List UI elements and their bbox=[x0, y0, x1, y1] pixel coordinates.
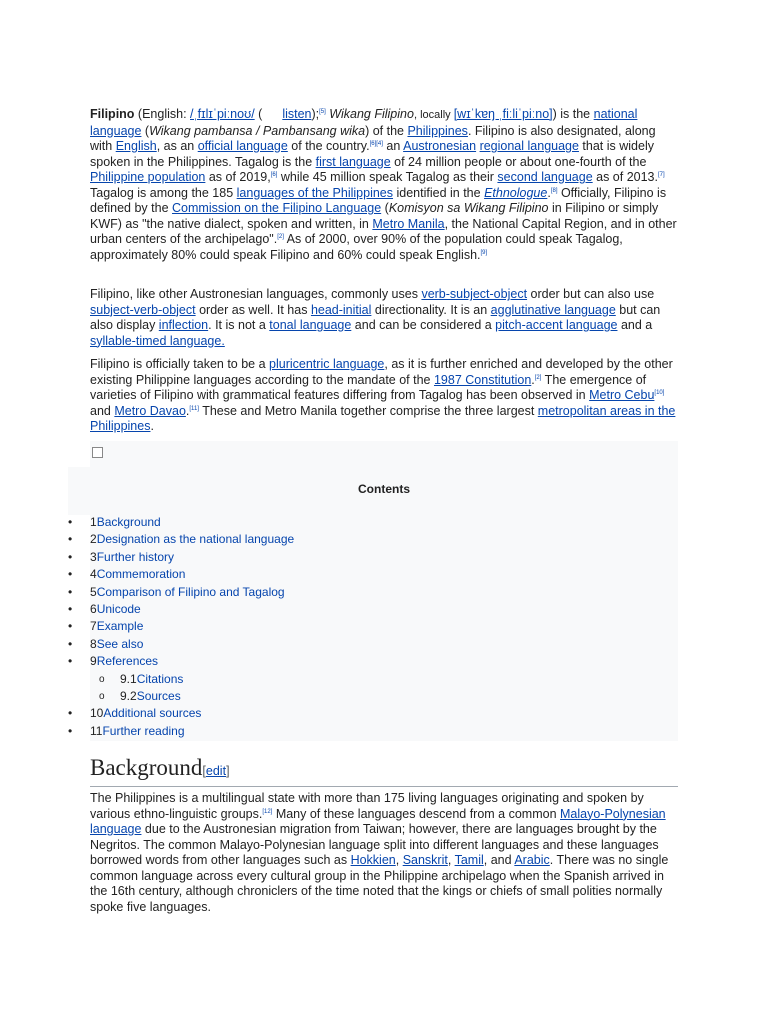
citation[interactable]: [8] bbox=[550, 187, 558, 194]
link-agglutinative[interactable]: agglutinative language bbox=[490, 302, 616, 317]
toc-label[interactable]: References bbox=[96, 654, 159, 669]
link-head-initial[interactable]: head-initial bbox=[310, 302, 372, 317]
toc-label[interactable]: Designation as the national language bbox=[96, 532, 295, 547]
text: As of 2000, over 90% of the population could speak Tagalog, approximately 80% could speak Filipino and 60% could speak English. bbox=[90, 232, 623, 262]
toc-item[interactable] bbox=[68, 549, 294, 566]
toc-number: 2 bbox=[90, 532, 97, 547]
link-svo[interactable]: subject-verb-object bbox=[90, 302, 196, 317]
citation[interactable]: [2] bbox=[534, 374, 542, 381]
text: order as well. It has bbox=[195, 302, 311, 317]
toc-item[interactable] bbox=[68, 705, 294, 722]
link-inflection[interactable]: inflection bbox=[158, 318, 209, 332]
text: Many of these languages descend from a common bbox=[272, 806, 561, 821]
citation[interactable]: [6][4] bbox=[369, 140, 383, 147]
text: , bbox=[447, 853, 455, 867]
edit-bracket-open: [ bbox=[202, 764, 206, 778]
link-regional-language[interactable]: regional language bbox=[479, 139, 579, 153]
text: as of 2013. bbox=[592, 170, 658, 184]
intro-paragraph-3 bbox=[90, 357, 678, 435]
toc-number: 8 bbox=[90, 636, 97, 651]
text: but can also display bbox=[90, 302, 661, 332]
link-metropolitan-areas[interactable]: metropolitan areas in the Philippines bbox=[90, 403, 676, 433]
text: Officially, Filipino is defined by the bbox=[90, 185, 667, 215]
link-commission[interactable]: Commission on the Filipino Language bbox=[172, 201, 382, 215]
text: , locally bbox=[413, 109, 454, 121]
toc-number: 6 bbox=[90, 602, 97, 617]
text: that is widely spoken in the Philippines. Tagalog is the bbox=[90, 139, 654, 169]
link-syllable-timed[interactable]: syllable-timed language. bbox=[90, 333, 225, 348]
toc-label[interactable]: Sources bbox=[136, 689, 181, 704]
citation[interactable]: [6] bbox=[270, 171, 278, 178]
toc-number: 7 bbox=[90, 619, 97, 634]
citation[interactable]: [5] bbox=[319, 108, 326, 115]
komisyon-name: Komisyon sa Wikang Filipino bbox=[388, 201, 549, 215]
link-second-language[interactable]: second language bbox=[497, 170, 593, 184]
link-english[interactable]: English bbox=[115, 139, 157, 153]
toc-label[interactable]: Comparison of Filipino and Tagalog bbox=[96, 584, 285, 599]
link-1987-constitution[interactable]: 1987 Constitution bbox=[433, 372, 532, 387]
text: , bbox=[395, 853, 403, 867]
text: , the National Capital Region, and in other urban centers of the archipelago". bbox=[90, 216, 677, 246]
toc-title: Contents bbox=[358, 482, 410, 496]
text: directionality. It is an bbox=[371, 302, 491, 317]
text: . bbox=[150, 419, 154, 433]
toc-item[interactable] bbox=[68, 531, 294, 548]
term-filipino: Filipino bbox=[90, 107, 135, 121]
text: The emergence of varieties of Filipino with grammatical features differing from Tagalog has been observed in bbox=[90, 372, 647, 402]
toc-label[interactable]: Further reading bbox=[102, 723, 185, 738]
listen-link[interactable]: listen bbox=[282, 107, 312, 121]
ipa-link[interactable]: /ˌfɪlɪˈpiːnoʊ/ bbox=[190, 107, 255, 121]
toc-label[interactable]: Unicode bbox=[96, 602, 141, 617]
link-sanskrit[interactable]: Sanskrit bbox=[402, 853, 448, 867]
intro-paragraph-1 bbox=[90, 107, 678, 263]
citation[interactable]: [12] bbox=[262, 808, 273, 815]
toc-label[interactable]: Further history bbox=[96, 549, 175, 564]
toc-number: 4 bbox=[90, 567, 97, 582]
text: . bbox=[185, 403, 190, 418]
text: and bbox=[90, 403, 115, 418]
link-vso[interactable]: verb-subject-object bbox=[421, 287, 528, 301]
toc-item[interactable] bbox=[68, 653, 294, 670]
link-philippine-population[interactable]: Philippine population bbox=[90, 170, 206, 184]
text: ) of the bbox=[365, 123, 408, 138]
intro-paragraph-2 bbox=[90, 287, 678, 349]
text: ) is the bbox=[552, 107, 594, 121]
text: . bbox=[547, 185, 551, 200]
text: order but can also use bbox=[527, 287, 655, 301]
citation[interactable]: [7] bbox=[657, 171, 665, 178]
toc-label[interactable]: Commemoration bbox=[96, 567, 186, 582]
text: ( bbox=[381, 201, 389, 215]
heading-text: Background bbox=[90, 755, 203, 780]
toc-item[interactable] bbox=[68, 584, 294, 601]
toc-item[interactable] bbox=[68, 636, 294, 653]
toc-item[interactable] bbox=[68, 671, 294, 688]
link-national-language[interactable]: national language bbox=[90, 107, 638, 138]
link-philippines[interactable]: Philippines bbox=[407, 123, 468, 138]
citation[interactable]: [9] bbox=[480, 249, 488, 256]
text: of the country. bbox=[287, 139, 370, 153]
text: Filipino is officially taken to be a bbox=[90, 357, 270, 371]
section-heading-background bbox=[90, 755, 678, 787]
toc-number: 1 bbox=[90, 515, 97, 529]
text: The Philippines is a multilingual state with more than 175 living languages originating and spoken by various ethno-linguistic groups. bbox=[90, 791, 644, 821]
link-pluricentric[interactable]: pluricentric language bbox=[269, 357, 385, 371]
toc-number: 10 bbox=[90, 706, 104, 721]
link-metro-cebu[interactable]: Metro Cebu bbox=[589, 388, 655, 402]
text: Tagalog is among the 185 bbox=[90, 185, 237, 200]
edit-section bbox=[202, 764, 229, 778]
toc-item[interactable] bbox=[68, 514, 294, 531]
text: , as an bbox=[156, 139, 198, 153]
citation[interactable]: [11] bbox=[189, 405, 199, 412]
link-tamil[interactable]: Tamil bbox=[454, 853, 484, 867]
toc-item[interactable] bbox=[68, 723, 294, 740]
toc-number: 9.1 bbox=[120, 671, 137, 686]
link-hokkien[interactable]: Hokkien bbox=[350, 853, 396, 867]
text: . Filipino is also designated, along with bbox=[90, 123, 656, 153]
link-arabic[interactable]: Arabic bbox=[514, 853, 550, 867]
toc-label[interactable]: Citations bbox=[136, 671, 184, 686]
citation[interactable]: [2] bbox=[277, 233, 284, 240]
edit-link[interactable]: edit bbox=[205, 764, 227, 778]
text: an bbox=[382, 139, 404, 153]
toc-item[interactable] bbox=[68, 601, 294, 618]
text: in Filipino or simply KWF) as "the native dialect, spoken and written, in bbox=[90, 201, 659, 231]
text: while 45 million speak Tagalog as their bbox=[277, 170, 498, 184]
text: . bbox=[531, 372, 535, 387]
toc-label[interactable]: See also bbox=[96, 636, 144, 651]
link-ethnologue[interactable]: Ethnologue bbox=[484, 185, 548, 200]
text: (English: bbox=[134, 107, 191, 121]
toc-number: 9 bbox=[90, 654, 97, 669]
text: and a bbox=[617, 318, 653, 332]
text: due to the Austronesian migration from Taiwan; however, there are languages brought by the Negritos. The common Malayo-Polynesian language split into different languages and these languages borrowed words from other languages such as bbox=[90, 822, 659, 867]
link-tonal[interactable]: tonal language bbox=[269, 318, 352, 332]
native-name: Wikang Filipino bbox=[329, 107, 414, 121]
text: of 24 million people or about one-fourth of the bbox=[390, 154, 647, 169]
toc-number: 3 bbox=[90, 549, 97, 564]
toc-label[interactable]: Example bbox=[96, 619, 144, 634]
link-malayo-polynesian[interactable]: Malayo-Polynesian language bbox=[90, 806, 666, 836]
text: . There was no single common language across every cultural group in the Philippine archipelago when the Spanish arrived in the 16th century, although chroniclers of the time noted that the kings or chiefs of small polities normally spoke five languages. bbox=[90, 853, 669, 914]
link-pitch-accent[interactable]: pitch-accent language bbox=[495, 318, 618, 332]
toc-toggle-checkbox[interactable] bbox=[92, 447, 103, 458]
citation[interactable]: [10] bbox=[654, 389, 665, 396]
ipa-local-link[interactable]: [wɪˈkɐŋ ˌfiːliˈpiːno] bbox=[453, 107, 553, 121]
text: Filipino, like other Austronesian languages, commonly uses bbox=[90, 287, 422, 301]
text: ( bbox=[254, 107, 263, 121]
text: , as it is further enriched and developed by the other existing Philippine languages according to the mandate of the bbox=[90, 357, 673, 387]
toc-item[interactable] bbox=[68, 618, 294, 635]
toc-number: 11 bbox=[90, 723, 103, 738]
link-first-language[interactable]: first language bbox=[315, 154, 391, 169]
text: These and Metro Manila together comprise the three largest bbox=[198, 403, 538, 418]
background-paragraph bbox=[90, 791, 678, 915]
toc-number: 9.2 bbox=[120, 689, 137, 704]
toc-number: 5 bbox=[90, 584, 97, 599]
toc-list bbox=[68, 514, 294, 740]
toc-item[interactable] bbox=[68, 566, 294, 583]
toc-item[interactable] bbox=[68, 688, 294, 705]
link-austronesian[interactable]: Austronesian bbox=[403, 139, 477, 153]
text: ( bbox=[141, 123, 150, 138]
text: identified in the bbox=[393, 185, 485, 200]
text: , and bbox=[483, 853, 515, 867]
link-metro-manila[interactable]: Metro Manila bbox=[372, 216, 445, 231]
text: . It is not a bbox=[208, 318, 270, 332]
text: as of 2019, bbox=[205, 170, 271, 184]
toc-label[interactable]: Background bbox=[96, 515, 161, 529]
pambansa-name: Wikang pambansa / Pambansang wika bbox=[149, 123, 366, 138]
link-metro-davao[interactable]: Metro Davao bbox=[114, 403, 186, 418]
text: ); bbox=[311, 107, 320, 121]
edit-bracket-close: ] bbox=[226, 764, 230, 778]
toc-label[interactable]: Additional sources bbox=[103, 706, 202, 721]
text: and can be considered a bbox=[351, 318, 496, 332]
link-languages-of-philippines[interactable]: languages of the Philippines bbox=[236, 185, 394, 200]
link-official-language[interactable]: official language bbox=[197, 139, 288, 153]
